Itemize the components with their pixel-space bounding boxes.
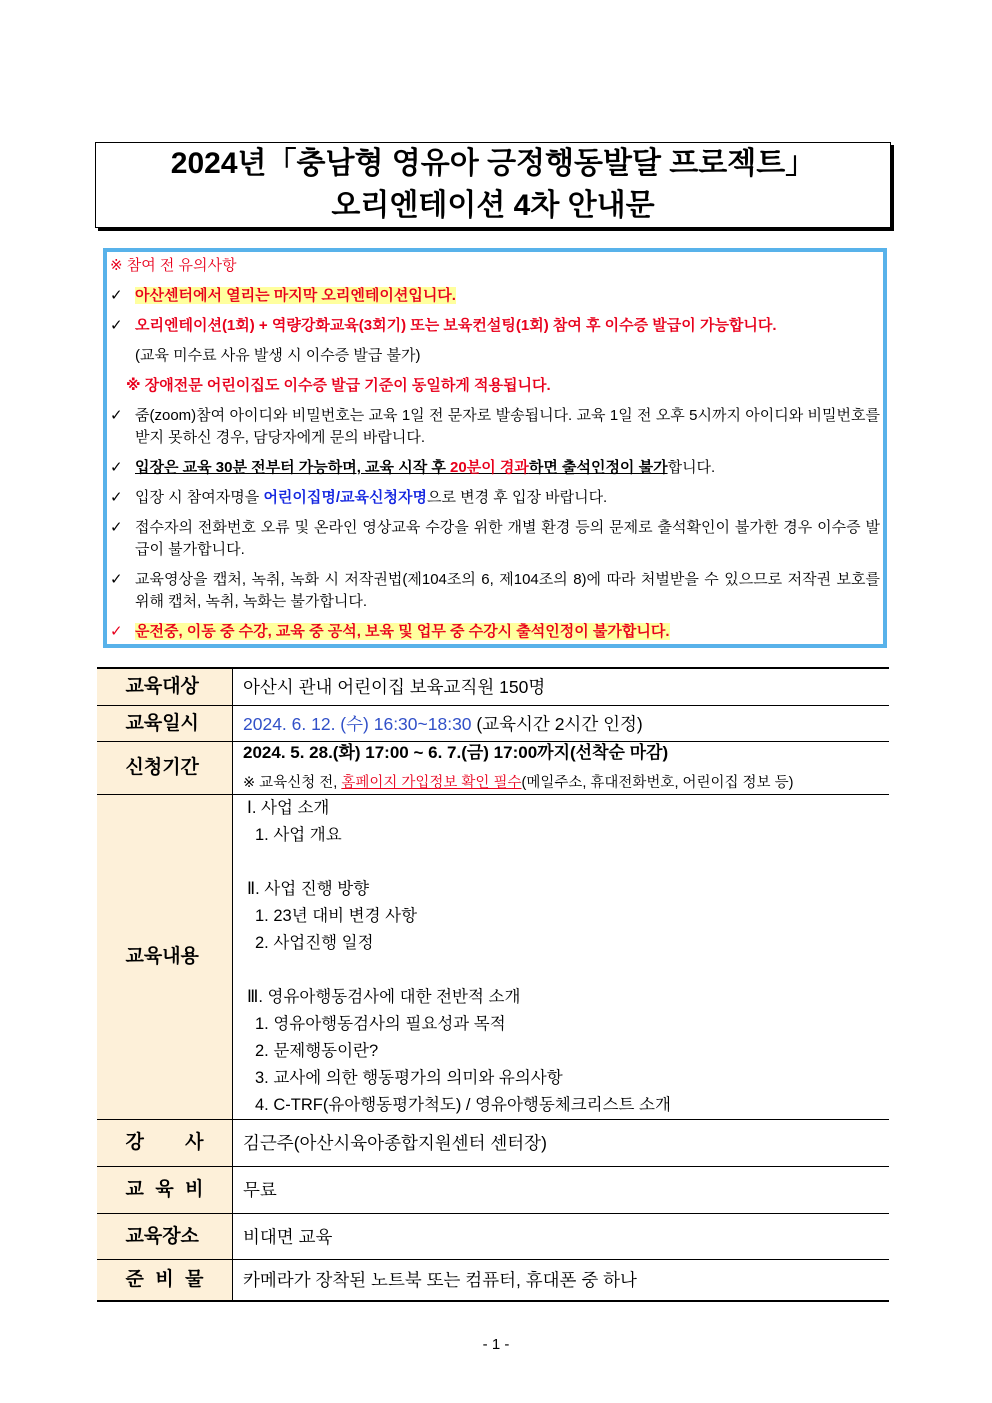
notice-item [110,315,880,337]
label-cell [97,1120,233,1166]
section-heading: Ⅲ. 영유아행동검사에 대한 전반적 소개 [247,988,521,1006]
title-box [95,142,891,228]
notice-item-text: 교육영상을 캡처, 녹취, 녹화 시 저작권법(제104조의 6, 제104조의 8)에 따라 처벌받을 수 있으므로 저작권 보호를 위해 캡처, 녹취, 녹화는 불가합니다. [135,571,880,610]
target-audience: 아산시 관내 어린이집 보육교직원 150명 [243,677,546,697]
label-cell [97,742,233,794]
row-label: 교 육 비 [125,1179,204,1200]
section-item: 2. 문제행동이란? [255,1042,379,1060]
notice-item-segment: 으로 변경 후 입장 바랍니다. [427,489,608,506]
check-icon: ✓ [110,623,123,640]
row-label: 준 비 물 [125,1269,204,1290]
instructor: 김근주(아산시육아종합지원센터 센터장) [243,1133,547,1153]
application-note-segment: ※ 교육신청 전, [243,775,342,791]
notice-item-segment: 하면 출석인정이 불가 [528,459,668,476]
label-cell [97,795,233,1119]
table-row [97,706,889,742]
table-row [97,795,889,1120]
notice-item-segment: 입장은 교육 30분 전부터 가능하며, 교육 시작 후 [135,459,451,476]
application-period: 2024. 5. 28.(화) 17:00 ~ 6. 7.(금) 17:00까지(선착순 마감) [243,743,669,762]
education-datetime: 2024. 6. 12. (수) 16:30~18:30 [243,713,472,734]
section-heading: Ⅱ. 사업 진행 방향 [247,880,370,898]
row-label: 교육일시 [125,712,199,734]
section-item: 1. 사업 개요 [255,826,342,844]
blank-line [243,849,889,876]
table-row [97,1167,889,1214]
row-label: 교육장소 [125,1225,199,1247]
value-cell [233,1260,889,1300]
label-cell [97,1167,233,1213]
notice-item [110,487,880,509]
notice-heading: ※ 참여 전 유의사항 [110,257,237,274]
row-label: 강 사 [125,1132,204,1153]
notice-reference-note: ※ 장애전문 어린이집도 이수증 발급 기준이 동일하게 적용됩니다. [126,377,551,394]
check-icon: ✓ [110,519,123,536]
education-location: 비대면 교육 [243,1226,333,1247]
notice-item [110,285,880,307]
label-cell [97,706,233,741]
value-cell [233,1120,889,1166]
check-icon: ✓ [110,459,123,476]
value-cell [233,1214,889,1259]
label-cell [97,1260,233,1300]
check-icon: ✓ [110,287,123,304]
application-note [243,772,793,794]
value-cell [233,742,889,794]
table-row [97,1120,889,1167]
notice-item-segment-red: 20분이 경과 [450,459,529,476]
table-row [97,742,889,795]
notice-item-text: 운전중, 이동 중 수강, 교육 중 공석, 보육 및 업무 중 수강시 출석인정이 불가합니다. [135,623,670,640]
page-number: - 1 - [482,1336,510,1353]
notice-item [110,621,880,643]
value-cell [233,1167,889,1213]
check-icon: ✓ [110,571,123,588]
notice-item-text: 아산센터에서 열리는 마지막 오리엔테이션입니다. [135,287,456,304]
notice-item-text: 줌(zoom)참여 아이디와 비밀번호는 교육 1일 전 문자로 발송됩니다. 교육 1일 전 오후 5시까지 아이디와 비밀번호를 받지 못하신 경우, 담당자에게 문의 바랍니다. [135,407,880,446]
notice-item [110,569,880,613]
title-line-1: 2024년「충남형 영유아 긍정행동발달 프로젝트」 [170,147,816,180]
value-cell [233,795,889,1119]
notice-sub-note: (교육 미수료 사유 발생 시 이수증 발급 불가) [135,347,421,364]
title-line-2: 오리엔테이션 4차 안내문 [331,189,655,222]
section-heading: Ⅰ. 사업 소개 [247,799,330,817]
label-cell [97,669,233,705]
education-fee: 무료 [243,1180,277,1200]
section-item: 1. 영유아행동검사의 필요성과 목적 [255,1015,506,1033]
application-note-emphasis: 홈페이지 가입정보 확인 필수 [341,775,522,791]
info-table [97,667,889,1302]
notice-item-segment-blue: 어린이집명/교육신청자명 [263,489,427,506]
notice-item-segment: 합니다. [667,459,716,476]
notice-item-text: 오리엔테이션(1회) + 역량강화교육(3회기) 또는 보육컨설팅(1회) 참여 후 이수증 발급이 가능합니다. [135,317,777,334]
education-hours-note: (교육시간 2시간 인정) [471,713,643,734]
section-item: 3. 교사에 의한 행동평가의 의미와 유의사항 [255,1069,563,1087]
notice-item [110,517,880,561]
check-icon: ✓ [110,407,123,424]
notice-item-text: 접수자의 전화번호 오류 및 온라인 영상교육 수강을 위한 개별 환경 등의 문제로 출석확인이 불가한 경우 이수증 발급이 불가합니다. [135,519,880,558]
row-label: 교육대상 [125,676,199,697]
application-note-segment: (메일주소, 휴대전화번호, 어린이집 정보 등) [521,775,794,791]
notice-item [110,405,880,449]
row-label: 교육내용 [125,946,199,967]
underlined-emphasis [135,459,668,476]
section-item: 1. 23년 대비 변경 사항 [255,907,418,925]
check-icon: ✓ [110,317,123,334]
table-row [97,1260,889,1300]
notice-item-segment: 입장 시 참여자명을 [135,489,264,506]
row-label: 신청기간 [125,757,199,778]
table-row [97,1214,889,1260]
section-item: 4. C-TRF(유아행동평가척도) / 영유아행동체크리스트 소개 [255,1096,671,1114]
section-item: 2. 사업진행 일정 [255,934,374,952]
notice-item [110,457,880,479]
value-cell [233,706,889,741]
label-cell [97,1214,233,1259]
value-cell [233,669,889,705]
check-icon: ✓ [110,489,123,506]
notice-box [103,248,887,648]
table-row [97,669,889,706]
blank-line [243,957,889,984]
required-materials: 카메라가 장착된 노트북 또는 컴퓨터, 휴대폰 중 하나 [243,1270,637,1290]
